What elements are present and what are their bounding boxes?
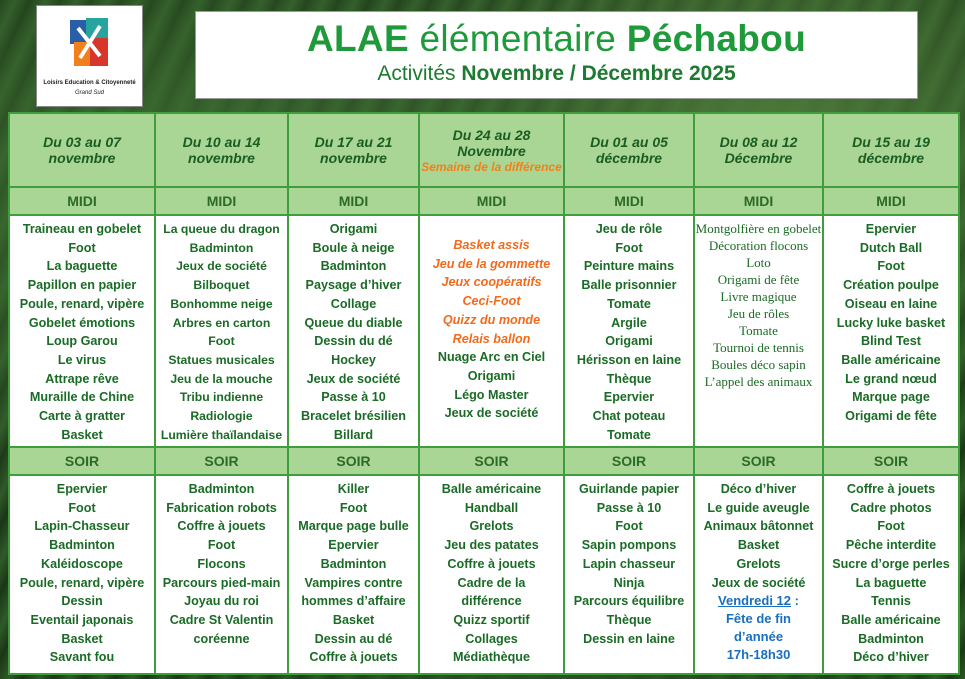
activity-item: Cadre photos — [850, 500, 932, 515]
activity-item: Origami — [605, 334, 653, 349]
activity-item: Décoration flocons — [708, 238, 809, 253]
week-header — [10, 114, 156, 188]
activity-item: Pêche interdite — [845, 538, 937, 553]
week-title: Du 17 au 21 — [314, 134, 393, 150]
activity-item: Grelots — [736, 556, 781, 571]
activity-item: Jeux de société — [711, 575, 806, 590]
activity-item: Hérisson en laine — [576, 352, 682, 367]
activity-item: Lapin-Chasseur — [34, 519, 130, 534]
activity-item: Oiseau en laine — [844, 296, 938, 311]
activity-item: Jeu de rôles — [727, 306, 790, 321]
logo-text-line1: Loisirs Education & Citoyenneté — [43, 80, 136, 86]
activity-item: Foot — [877, 519, 905, 534]
activity-item: Traineau en gobelet — [22, 222, 142, 236]
midi-activities — [420, 216, 565, 448]
activity-item: Chat poteau — [592, 409, 666, 424]
activity-item: Foot — [68, 500, 96, 515]
week-header — [156, 114, 289, 188]
logo-text-line2: Grand Sud — [74, 90, 105, 96]
activity-item: Foot — [877, 259, 905, 274]
event-day: Vendredi 12 — [718, 593, 792, 609]
activity-item: Sucre d’orge perles — [832, 556, 950, 571]
activity-item: Livre magique — [720, 289, 797, 304]
soir-label: SOIR — [289, 448, 420, 476]
soir-activities — [824, 476, 958, 673]
week-title: Du 10 au 14 — [182, 134, 261, 150]
midi-label: MIDI — [565, 188, 695, 216]
activity-item: Collages — [465, 631, 518, 646]
activity-item: Collage — [330, 296, 377, 311]
midi-activities — [10, 216, 156, 448]
activity-item: Balle prisonnier — [581, 278, 677, 293]
activity-item: Gobelet émotions — [28, 315, 136, 330]
activity-item: Eventail japonais — [30, 612, 134, 627]
event-title-cont: d’année — [733, 629, 784, 645]
week-month: novembre — [320, 150, 387, 166]
activity-item: Jeu de la mouche — [170, 371, 273, 386]
activity-item: Badminton — [49, 538, 115, 553]
week-title: Du 01 au 05 — [590, 134, 668, 150]
activity-item: Dutch Ball — [859, 240, 923, 255]
activity-item: Déco d’hiver — [720, 482, 797, 496]
activity-item: Lapin chasseur — [582, 556, 676, 571]
midi-activities — [565, 216, 695, 448]
page-title — [196, 18, 917, 60]
activity-item: Boule à neige — [312, 240, 395, 255]
activity-item: Coffre à jouets — [846, 482, 936, 496]
week-title: Du 15 au 19 — [852, 134, 930, 150]
midi-label: MIDI — [10, 188, 156, 216]
activity-item: Epervier — [328, 538, 379, 553]
activity-item: La baguette — [46, 259, 118, 274]
activity-item: Parcours équilibre — [573, 594, 685, 609]
activity-item: Balle américaine — [441, 482, 542, 496]
activity-item: Le guide aveugle — [707, 500, 810, 515]
activity-item: Dessin — [61, 594, 103, 609]
activity-item: Foot — [207, 538, 236, 553]
midi-activities — [824, 216, 958, 448]
activity-item: Queue du diable — [304, 315, 403, 330]
activity-item: Animaux bâtonnet — [703, 519, 814, 534]
week-header — [695, 114, 824, 188]
activity-item: Ceci-Foot — [462, 294, 521, 309]
activity-item: Poule, renard, vipère — [19, 575, 145, 590]
soir-activities — [289, 476, 420, 673]
activity-item: Tennis — [871, 594, 911, 609]
title-regular: élémentaire — [419, 18, 617, 59]
activity-item: Lucky luke basket — [836, 315, 946, 330]
midi-label: MIDI — [289, 188, 420, 216]
activity-item: Le virus — [57, 352, 107, 367]
week-title: Du 24 au 28 — [452, 126, 531, 143]
midi-activities — [156, 216, 289, 448]
midi-activities — [289, 216, 420, 448]
activity-item: Dessin au dé — [314, 631, 393, 646]
activity-item: Origami de fête — [717, 272, 800, 287]
activity-item: Dessin en laine — [583, 631, 675, 646]
activity-item: Foot — [339, 500, 368, 515]
week-title: Du 08 au 12 — [719, 134, 798, 150]
soir-activities — [156, 476, 289, 673]
activity-item: Carte à gratter — [38, 409, 126, 424]
activity-item: Balle américaine — [841, 612, 941, 627]
activity-item: Paysage d’hiver — [305, 278, 402, 293]
week-month: Novembre — [457, 142, 526, 159]
activity-item: Le grand nœud — [845, 371, 937, 386]
soir-activities — [565, 476, 695, 673]
title-place: Péchabou — [626, 18, 806, 59]
activity-item: Papillon en papier — [27, 278, 137, 293]
activity-item: Cadre St Valentin — [169, 612, 274, 627]
activity-item: Epervier — [56, 482, 108, 496]
activity-item: Dessin du dé — [314, 334, 393, 349]
activity-item: Jeu de rôle — [595, 222, 663, 236]
activity-item: Bilboquet — [193, 278, 250, 293]
week-month: décembre — [595, 150, 663, 166]
activity-item: Tomate — [607, 296, 651, 311]
activity-item: Tomate — [739, 323, 778, 338]
activity-item: Jeux de société — [306, 371, 401, 386]
activity-item: Coffre à jouets — [177, 519, 266, 534]
activity-item: Quizz du monde — [442, 312, 541, 327]
activity-item: Origami — [329, 222, 378, 236]
activity-item: Guirlande papier — [578, 482, 680, 496]
activity-item: Bonhomme neige — [170, 296, 273, 311]
activity-item: Basket assis — [453, 238, 530, 252]
activity-item: Argile — [611, 315, 647, 330]
activity-item: Relais ballon — [452, 331, 531, 346]
activity-item: Coffre à jouets — [447, 556, 536, 571]
activity-item: La queue du dragon — [163, 222, 280, 236]
activity-item: Badminton — [320, 556, 387, 571]
activity-item: Jeux de société — [176, 259, 267, 274]
week-month: novembre — [188, 150, 255, 166]
activity-item: Marque page — [852, 390, 930, 405]
subtitle-period: Novembre / Décembre 2025 — [461, 62, 736, 85]
soir-activities — [420, 476, 565, 673]
event-colon: : — [791, 593, 799, 609]
activity-item: Epervier — [603, 390, 655, 405]
activity-item: Origami — [467, 368, 516, 383]
midi-label: MIDI — [420, 188, 565, 216]
title-panel — [195, 11, 918, 99]
activity-item: Badminton — [858, 631, 924, 646]
activity-item: Foot — [208, 334, 235, 349]
soir-activities — [10, 476, 156, 673]
activity-item: Joyau du roi — [184, 594, 259, 609]
activity-item: Savant fou — [49, 650, 115, 665]
soir-label: SOIR — [10, 448, 156, 476]
soir-label: SOIR — [420, 448, 565, 476]
activity-item: Montgolfière en gobelet — [695, 221, 822, 236]
activity-item: Cadre de la — [457, 575, 526, 590]
week-month: décembre — [857, 150, 925, 166]
activity-item: Statues musicales — [168, 352, 275, 367]
activity-item: Arbres en carton — [172, 315, 271, 330]
event-time: 17h-18h30 — [726, 647, 791, 663]
activity-item: Badminton — [188, 482, 255, 496]
midi-label: MIDI — [695, 188, 824, 216]
activity-item: Sapin pompons — [581, 538, 677, 553]
week-month: Décembre — [724, 150, 793, 166]
activity-item: Déco d’hiver — [853, 650, 929, 665]
activity-item: Jeux de société — [444, 406, 539, 421]
page-subtitle — [196, 61, 917, 87]
activity-table — [8, 112, 960, 675]
activity-item: Badminton — [189, 240, 254, 255]
activity-item: Marque page bulle — [298, 519, 409, 534]
activity-item: La baguette — [855, 575, 927, 590]
soir-label: SOIR — [695, 448, 824, 476]
activity-item: Killer — [337, 482, 370, 496]
activity-item: Tournoi de tennis — [713, 340, 804, 355]
logo-emblem-icon — [70, 18, 110, 70]
activity-item: Passe à 10 — [596, 500, 662, 515]
midi-label: MIDI — [824, 188, 958, 216]
activity-item: Ninja — [613, 575, 645, 590]
week-title: Du 03 au 07 — [43, 134, 121, 150]
activity-item: Poule, renard, vipère — [19, 296, 145, 311]
activity-item: Radiologie — [190, 409, 253, 424]
activity-item: Coffre à jouets — [309, 650, 398, 665]
activity-item: Loto — [746, 255, 771, 270]
week-header — [289, 114, 420, 188]
week-note: Semaine de la différence — [421, 159, 562, 174]
week-header — [565, 114, 695, 188]
activity-item: Fabrication robots — [166, 500, 277, 515]
activity-item: Légo Master — [454, 387, 529, 402]
activity-item: Billard — [333, 427, 374, 442]
activity-item: Jeux coopératifs — [441, 275, 542, 290]
activity-item: Thèque — [606, 612, 652, 627]
activity-item: Nuage Arc en Ciel — [437, 350, 546, 365]
activity-item: Vampires contre — [304, 575, 403, 590]
activity-item: Balle américaine — [841, 352, 941, 367]
activity-item: Loup Garou — [46, 334, 118, 349]
activity-item: Basket — [332, 612, 375, 627]
activity-item: Hockey — [331, 352, 376, 367]
activity-item: coréenne — [193, 631, 250, 646]
subtitle-prefix: Activités — [377, 62, 456, 85]
week-header — [420, 114, 565, 188]
activity-item: Tomate — [607, 427, 651, 442]
activity-item: Parcours pied-main — [162, 575, 281, 590]
soir-label: SOIR — [156, 448, 289, 476]
midi-activities — [695, 216, 824, 448]
activity-item: hommes d’affaire — [301, 594, 406, 609]
activity-item: Jeu de la gommette — [432, 256, 551, 271]
activity-item: Epervier — [865, 222, 917, 236]
activity-item: Bracelet brésilien — [301, 409, 406, 424]
activity-item: Foot — [615, 240, 643, 255]
activity-item: Boules déco sapin — [711, 357, 806, 372]
week-month: novembre — [48, 150, 116, 166]
activity-item: Origami de fête — [845, 409, 937, 424]
soir-activities — [695, 476, 824, 673]
activity-item: Foot — [68, 240, 96, 255]
activity-item: Attrape rêve — [45, 371, 119, 386]
event-title: Fête de fin — [725, 611, 791, 627]
activity-item: Basket — [61, 631, 103, 646]
activity-item: Grelots — [469, 519, 514, 534]
activity-item: Handball — [464, 500, 519, 515]
activity-item: Quizz sportif — [453, 612, 530, 627]
activity-item: Flocons — [197, 556, 246, 571]
activity-item: Blind Test — [861, 334, 921, 349]
title-bold: ALAE — [307, 18, 409, 59]
activity-item: Foot — [615, 519, 643, 534]
soir-label: SOIR — [565, 448, 695, 476]
activity-item: Lumière thaïlandaise — [160, 427, 283, 442]
week-header — [824, 114, 958, 188]
activity-item: Badminton — [320, 259, 387, 274]
activity-item: Thèque — [606, 371, 652, 386]
activity-item: Création poulpe — [843, 278, 939, 293]
midi-label: MIDI — [156, 188, 289, 216]
activity-item: Passe à 10 — [321, 390, 386, 405]
activity-item: Muraille de Chine — [29, 390, 135, 405]
activity-item: Peinture mains — [583, 259, 675, 274]
activity-item: L’appel des animaux — [704, 374, 813, 389]
activity-item: Jeu des patates — [444, 538, 539, 553]
activity-item: Tribu indienne — [179, 390, 264, 405]
organization-logo — [36, 5, 143, 107]
activity-item: Médiathèque — [453, 650, 530, 665]
activity-item: Kaléidoscope — [41, 556, 123, 571]
soir-label: SOIR — [824, 448, 958, 476]
activity-item: différence — [461, 594, 522, 609]
activity-item: Basket — [61, 427, 103, 442]
activity-item: Basket — [737, 538, 780, 553]
end-of-year-event — [695, 592, 822, 664]
